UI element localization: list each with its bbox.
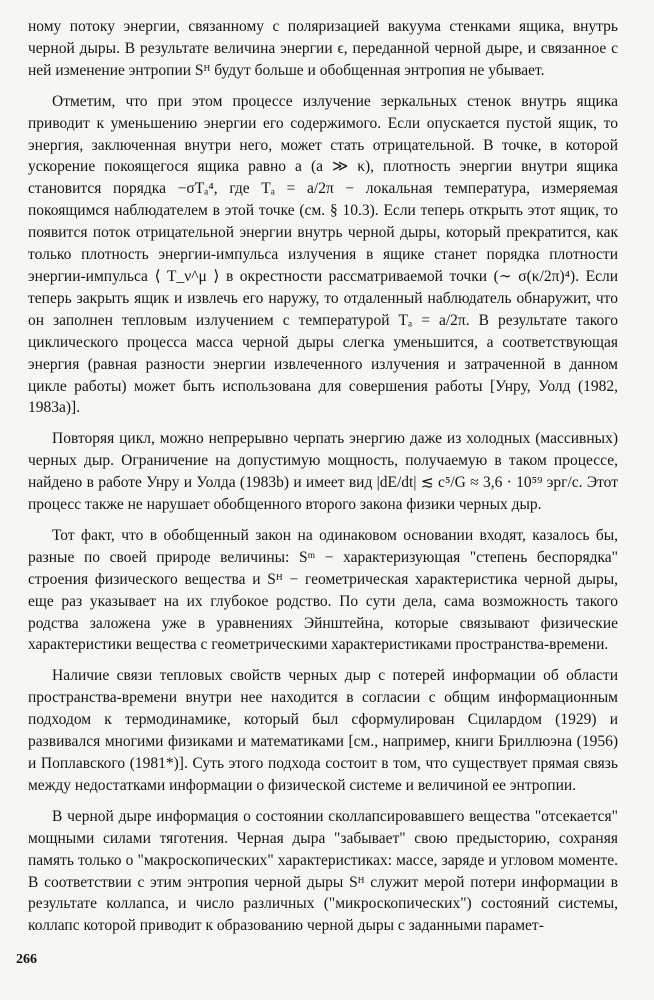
paragraph-mirror-walls: Отметим, что при этом процессе излучение зеркальных стенок внутрь ящика приводит к уменьшению энергии его содержимого. Если опускается пустой ящик, то энергия, заключенная внутри него, может стать отрицательной. В точке, в которой ускорение покоящегося ящика равно a (a ≫ κ), плотность энергии внутри ящика становится порядка −σTₐ⁴, где Tₐ = a/2π − локальная температура, измеряемая покоящимся наблюдателем в этой точке (см. § 10.3). Если теперь открыть этот ящик, то появится поток отрицательной энергии внутрь черной дыры, который прекратится, как только плотность энергии-импульса излучения в ящике станет порядка плотности энергии-импульса ⟨ T_ν^μ ⟩ в окрестности рассматриваемой точки (∼ σ(κ/2π)⁴). Если теперь закрыть ящик и извлечь его наружу, то отдаленный наблюдатель обнаружит, что он заполнен тепловым излучением с температурой Tₐ = a/2π. В результате такого циклического процесса масса черной дыры слегка уменьшится, а соответствующая энергия (равная разности энергии извлеченного излучения и затраченной в данном цикле работы) может быть использована для совершения работы [Унру, Уолд (1982, 1983a)].: [28, 92, 618, 417]
page-number: 266: [16, 952, 37, 967]
paragraph-generalized-law: Тот факт, что в обобщенный закон на одинаковом основании входят, казалось бы, разные по своей природе величины: Sᵐ − характеризующая "степень беспорядка" строения физического вещества и Sᴴ − геометрическая характеристика черной дыры, еще раз указывает на их глубокое родство. По сути дела, сама возможность такого родства заложена уже в уравнениях Эйнштейна, которые связывают физические характеристики вещества с геометрическими характеристиками пространства-времени.: [28, 526, 618, 654]
paragraph-energy-cycle: Повторяя цикл, можно непрерывно черпать энергию даже из холодных (массивных) черных дыр. Ограничение на допустимую мощность, получаемую в таком процессе, найдено в работе Унру и Уолда (1983b) и имеет вид |dE/dt| ≲ c⁵/G ≈ 3,6 · 10⁵⁹ эрг/с. Этот процесс также не нарушает обобщенного второго закона физики черных дыр.: [28, 430, 618, 514]
paragraph-continuation: ному потоку энергии, связанному с поляризацией вакуума стенками ящика, внутрь черной дыры. В результате величина энергии ϵ, переданной черной дыре, и связанное с ней изменение энтропии Sᴴ будут больше и обобщенная энтропия не убывает.: [28, 18, 618, 79]
paragraph-information-approach: Наличие связи тепловых свойств черных дыр с потерей информации об области пространства-времени внутри нее находится в согласии с общим информационным подходом к термодинамике, который был сформулирован Сцилардом (1929) и развивался многими физиками и математиками [см., например, книги Бриллюэна (1956) и Поплавского (1981*)]. Суть этого подхода состоит в том, что существует прямая связь между недостатками информации о физической системе и величиной ее энтропии.: [28, 667, 618, 794]
book-page: [28, 16, 618, 984]
paragraph-information-loss: В черной дыре информация о состоянии сколлапсировавшего вещества "отсекается" мощными силами тяготения. Черная дыра "забывает" свою предысторию, сохраняя память только о "макроскопических" характеристиках: массе, заряде и угловом моменте. В соответствии с этим энтропия черной дыры Sᴴ служит мерой потери информации в результате коллапса, и число различных ("микроскопических") состояний системы, коллапс которой приводит к образованию черной дыры с заданными парамет-: [28, 807, 618, 935]
